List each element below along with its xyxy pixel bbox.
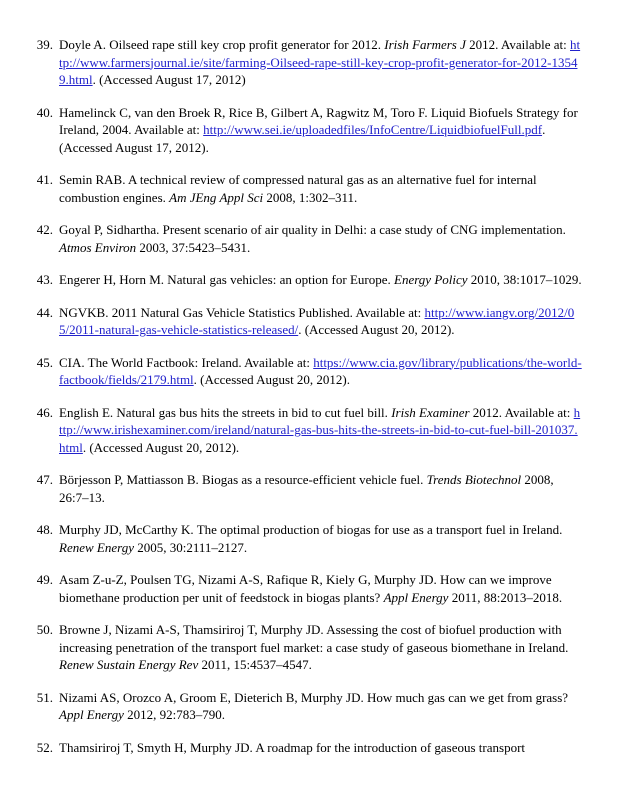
reference-text xyxy=(59,739,583,757)
reference-text-segment: 2011, 15:4537–4547. xyxy=(198,657,312,672)
reference-text-segment: 2008, 26:7–13. xyxy=(59,472,554,505)
reference-text xyxy=(59,104,583,157)
reference-number xyxy=(0,271,53,289)
reference-number-text: 42. xyxy=(36,222,53,237)
reference-text-segment: Murphy JD, McCarthy K. The optimal production of biogas for use as a transport fuel in Ireland. xyxy=(59,522,563,537)
reference-text xyxy=(59,621,583,674)
reference-text xyxy=(59,304,583,339)
reference-text xyxy=(59,471,583,506)
reference-link[interactable]: http://www.sei.ie/uploadedfiles/InfoCentre/LiquidbiofuelFull.pdf xyxy=(203,122,543,137)
reference-number-text: 49. xyxy=(36,572,53,587)
reference-number-text: 39. xyxy=(36,37,53,52)
reference-entry xyxy=(0,36,617,89)
journal-name: Irish Examiner xyxy=(391,404,470,420)
reference-number-text: 50. xyxy=(36,622,53,637)
reference-number xyxy=(0,36,53,54)
journal-name: Renew Energy xyxy=(59,539,134,555)
reference-number-text: 48. xyxy=(36,522,53,537)
reference-text-segment: Engerer H, Horn M. Natural gas vehicles: an option for Europe. xyxy=(59,272,395,287)
reference-text-segment: NGVKB. 2011 Natural Gas Vehicle Statistics Published. Available at: xyxy=(59,304,425,320)
reference-number-text: 44. xyxy=(36,304,53,320)
reference-text-segment: 2008, 1:302–311. xyxy=(263,189,358,205)
reference-text-segment: Semin RAB. A technical review of compressed natural gas as an alternative fuel for internal combustion engines. xyxy=(59,172,537,205)
reference-entry xyxy=(0,304,617,339)
reference-list xyxy=(0,36,617,771)
journal-name: Am JEng Appl Sci xyxy=(169,189,264,205)
journal-name: Appl Energy xyxy=(59,707,124,722)
reference-text xyxy=(59,689,583,724)
reference-entry xyxy=(0,571,617,606)
reference-entry xyxy=(0,521,617,556)
reference-number-text: 43. xyxy=(36,272,53,287)
journal-name: Atmos Environ xyxy=(59,239,137,255)
reference-text-segment: 2012. Available at: xyxy=(465,37,570,52)
reference-number xyxy=(0,471,53,489)
reference-link[interactable]: http://www.farmersjournal.ie/site/farming-Oilseed-rape-still-key-crop-profit-generator-for-2012-13549.html xyxy=(59,37,581,87)
reference-text xyxy=(59,271,583,289)
reference-number xyxy=(0,689,53,707)
reference-number xyxy=(0,304,53,322)
journal-name: Irish Farmers J xyxy=(384,37,466,52)
reference-text-segment: Hamelinck C, van den Broek R, Rice B, Gilbert A, Ragwitz M, Toro F. Liquid Biofuels Strategy for Ireland, 2004. Available at: xyxy=(59,104,578,137)
reference-text-segment: English E. Natural gas bus hits the streets in bid to cut fuel bill. xyxy=(59,404,392,420)
reference-text-segment: Nizami AS, Orozco A, Groom E, Dieterich B, Murphy JD. How much gas can we get from grass? xyxy=(59,689,569,705)
reference-number xyxy=(0,104,53,122)
reference-entry xyxy=(0,221,617,256)
reference-text-segment: 2012, 92:783–790. xyxy=(123,707,225,722)
reference-entry xyxy=(0,621,617,674)
reference-number xyxy=(0,354,53,372)
reference-text-segment: 2010, 38:1017–1029. xyxy=(467,272,582,287)
reference-text-segment: . (Accessed August 20, 2012). xyxy=(193,372,351,387)
reference-text-segment: Doyle A. Oilseed rape still key crop profit generator for 2012. xyxy=(59,37,385,52)
reference-number-text: 45. xyxy=(36,354,53,370)
reference-number xyxy=(0,621,53,639)
reference-text-segment: Goyal P, Sidhartha. Present scenario of air quality in Delhi: a case study of CNG implementation. xyxy=(59,222,566,237)
reference-text xyxy=(59,571,583,606)
reference-link[interactable]: https://www.cia.gov/library/publications/the-world-factbook/fields/2179.html xyxy=(59,354,582,387)
reference-entry xyxy=(0,739,617,757)
reference-text-segment: . (Accessed August 20, 2012). xyxy=(82,439,240,455)
reference-number-text: 47. xyxy=(36,472,53,487)
reference-number xyxy=(0,521,53,539)
reference-entry xyxy=(0,104,617,157)
reference-text xyxy=(59,36,583,89)
reference-text xyxy=(59,221,583,256)
reference-entry xyxy=(0,471,617,506)
reference-number-text: 40. xyxy=(36,104,53,120)
reference-text-segment: 2011, 88:2013–2018. xyxy=(448,589,563,605)
reference-text xyxy=(59,354,583,389)
reference-number xyxy=(0,739,53,757)
reference-text-segment: Thamsiriroj T, Smyth H, Murphy JD. A roadmap for the introduction of gaseous transport xyxy=(59,739,526,755)
reference-text-segment: 2012. Available at: xyxy=(469,404,574,420)
reference-entry xyxy=(0,354,617,389)
journal-name: Trends Biotechnol xyxy=(426,472,522,487)
reference-number-text: 52. xyxy=(36,739,53,755)
reference-link[interactable]: http://www.iangv.org/2012/05/2011-natural-gas-vehicle-statistics-released/ xyxy=(59,304,575,337)
reference-text-segment: Browne J, Nizami A-S, Thamsiriroj T, Murphy JD. Assessing the cost of biofuel production with increasing penetration of the transport fuel market: a case study of gaseous biomethane in Ireland. xyxy=(59,622,569,655)
journal-name: Energy Policy xyxy=(394,272,468,287)
reference-number-text: 41. xyxy=(36,172,53,187)
reference-text xyxy=(59,171,583,206)
reference-number-text: 46. xyxy=(36,404,53,420)
reference-link[interactable]: http://www.irishexaminer.com/ireland/natural-gas-bus-hits-the-streets-in-bid-to-cut-fuel-bill-201037.html xyxy=(59,404,581,455)
reference-text xyxy=(59,404,583,457)
reference-entry xyxy=(0,404,617,457)
reference-text-segment: . (Accessed August 17, 2012). xyxy=(59,122,546,155)
reference-text xyxy=(59,521,583,556)
reference-text-segment: 2005, 30:2111–2127. xyxy=(133,539,248,555)
journal-name: Appl Energy xyxy=(383,589,449,605)
reference-number xyxy=(0,571,53,589)
reference-text-segment: Börjesson P, Mattiasson B. Biogas as a resource-efficient vehicle fuel. xyxy=(59,472,427,487)
reference-number-text: 51. xyxy=(36,689,53,705)
reference-entry xyxy=(0,171,617,206)
reference-number xyxy=(0,404,53,422)
journal-name: Renew Sustain Energy Rev xyxy=(59,657,199,672)
reference-text-segment: CIA. The World Factbook: Ireland. Available at: xyxy=(59,354,314,370)
reference-number xyxy=(0,221,53,239)
reference-text-segment: . (Accessed August 20, 2012). xyxy=(298,322,455,337)
reference-text-segment: 2003, 37:5423–5431. xyxy=(136,239,251,255)
reference-text-segment: Asam Z-u-Z, Poulsen TG, Nizami A-S, Rafique R, Kiely G, Murphy JD. How can we improve biomethane production per unit of feedstock in biogas plants? xyxy=(59,572,552,605)
reference-entry xyxy=(0,689,617,724)
reference-entry xyxy=(0,271,617,289)
reference-number xyxy=(0,171,53,189)
reference-text-segment: . (Accessed August 17, 2012) xyxy=(92,72,246,87)
